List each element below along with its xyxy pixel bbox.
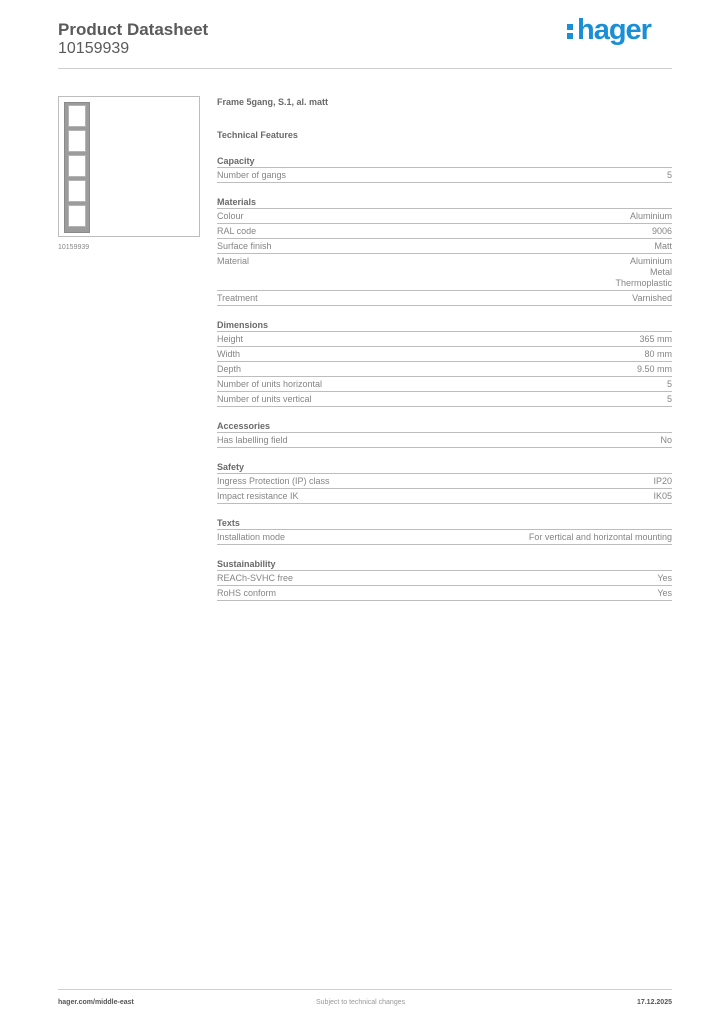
- spec-value: [653, 491, 672, 502]
- spec-section-safety: [217, 461, 672, 504]
- spec-row: [217, 224, 672, 239]
- spec-value-line: No: [660, 435, 672, 445]
- gang-opening: [68, 180, 86, 202]
- spec-label: Has labelling field: [217, 435, 288, 445]
- spec-label: REACh-SVHC free: [217, 573, 294, 583]
- spec-value-line: 9.50 mm: [636, 364, 672, 374]
- spec-sections: [217, 155, 672, 601]
- spec-row: [217, 489, 672, 504]
- spec-value: [630, 211, 672, 222]
- hager-logo: [567, 14, 651, 47]
- spec-section-materials: [217, 196, 672, 306]
- spec-label: Surface finish: [217, 241, 272, 251]
- spec-label: Number of units horizontal: [217, 379, 323, 389]
- image-caption: 10159939: [58, 244, 90, 251]
- spec-section-texts: [217, 517, 672, 545]
- spec-value-line: Aluminium: [629, 211, 672, 221]
- section-title: Accessories: [217, 420, 672, 433]
- spec-value-line: Yes: [657, 588, 672, 598]
- spec-value-line: Varnished: [632, 293, 672, 303]
- spec-row: [217, 332, 672, 347]
- product-image: [58, 96, 200, 237]
- logo-dots-icon: [567, 20, 575, 40]
- spec-value-line: 80 mm: [644, 349, 672, 359]
- spec-value-line: 5: [666, 394, 672, 404]
- frame-5gang-icon: [64, 102, 90, 233]
- spec-row: [217, 377, 672, 392]
- spec-row: [217, 291, 672, 306]
- gang-opening: [68, 205, 86, 227]
- spec-label: Ingress Protection (IP) class: [217, 476, 330, 486]
- section-title: Materials: [217, 196, 672, 209]
- spec-row: [217, 254, 672, 291]
- page-header: [58, 20, 208, 58]
- spec-value: [529, 532, 672, 543]
- spec-value: [667, 170, 672, 181]
- gang-opening: [68, 155, 86, 177]
- spec-label: Height: [217, 334, 244, 344]
- spec-value: [637, 364, 672, 375]
- spec-value: [667, 394, 672, 405]
- spec-value-line: 9006: [651, 226, 672, 236]
- section-title: Capacity: [217, 155, 672, 168]
- spec-label: RAL code: [217, 226, 257, 236]
- spec-label: Colour: [217, 211, 244, 221]
- spec-value-line: Metal: [649, 267, 672, 277]
- footer-notice: Subject to technical changes: [316, 999, 406, 1006]
- spec-value-line: Aluminium: [629, 256, 672, 266]
- gang-opening: [68, 130, 86, 152]
- spec-value-line: IK05: [653, 491, 672, 501]
- spec-section-sustainability: [217, 558, 672, 601]
- logo-text: hager: [577, 14, 651, 46]
- footer-divider: [58, 989, 672, 990]
- spec-value-line: Yes: [657, 573, 672, 583]
- footer-date: 17.12.2025: [636, 999, 672, 1006]
- section-title: Sustainability: [217, 558, 672, 571]
- product-code: 10159939: [58, 40, 130, 57]
- spec-value-line: 5: [666, 379, 672, 389]
- spec-label: Material: [217, 256, 250, 266]
- spec-row: [217, 586, 672, 601]
- spec-label: Impact resistance IK: [217, 491, 299, 501]
- spec-section-capacity: [217, 155, 672, 183]
- product-specs: [217, 96, 672, 601]
- product-name: Frame 5gang, S.1, al. matt: [217, 97, 329, 107]
- section-title: Texts: [217, 517, 672, 530]
- spec-value-line: For vertical and horizontal mounting: [528, 532, 672, 542]
- spec-row: [217, 433, 672, 448]
- spec-label: RoHS conform: [217, 588, 277, 598]
- spec-label: Installation mode: [217, 532, 286, 542]
- page-title: Product Datasheet: [58, 20, 209, 39]
- spec-value: [657, 573, 672, 584]
- spec-value: [632, 293, 672, 304]
- spec-section-accessories: [217, 420, 672, 448]
- spec-label: Treatment: [217, 293, 258, 303]
- spec-value: [657, 588, 672, 599]
- spec-row: [217, 392, 672, 407]
- header-divider: [58, 68, 672, 69]
- spec-value-line: Thermoplastic: [615, 278, 672, 288]
- technical-features-heading: Technical Features: [217, 130, 298, 140]
- spec-value: [653, 476, 672, 487]
- spec-row: [217, 209, 672, 224]
- spec-section-dimensions: [217, 319, 672, 407]
- spec-row: [217, 530, 672, 545]
- spec-label: Number of gangs: [217, 170, 287, 180]
- spec-value: [644, 349, 672, 360]
- spec-value: [652, 226, 672, 237]
- section-title: Safety: [217, 461, 672, 474]
- spec-value: [639, 334, 672, 345]
- section-title: Dimensions: [217, 319, 672, 332]
- spec-row: [217, 347, 672, 362]
- spec-row: [217, 474, 672, 489]
- spec-value-line: 5: [666, 170, 672, 180]
- footer-website-link[interactable]: hager.com/middle-east: [58, 999, 134, 1006]
- spec-value-line: Matt: [654, 241, 672, 251]
- spec-row: [217, 362, 672, 377]
- spec-value: [660, 435, 672, 446]
- gang-opening: [68, 105, 86, 127]
- spec-value: [654, 241, 672, 252]
- spec-label: Width: [217, 349, 241, 359]
- spec-value: [667, 379, 672, 390]
- spec-value: [615, 256, 672, 289]
- spec-label: Depth: [217, 364, 242, 374]
- spec-value-line: IP20: [653, 476, 672, 486]
- spec-value-line: 365 mm: [639, 334, 672, 344]
- spec-label: Number of units vertical: [217, 394, 312, 404]
- spec-row: [217, 239, 672, 254]
- spec-row: [217, 571, 672, 586]
- spec-row: [217, 168, 672, 183]
